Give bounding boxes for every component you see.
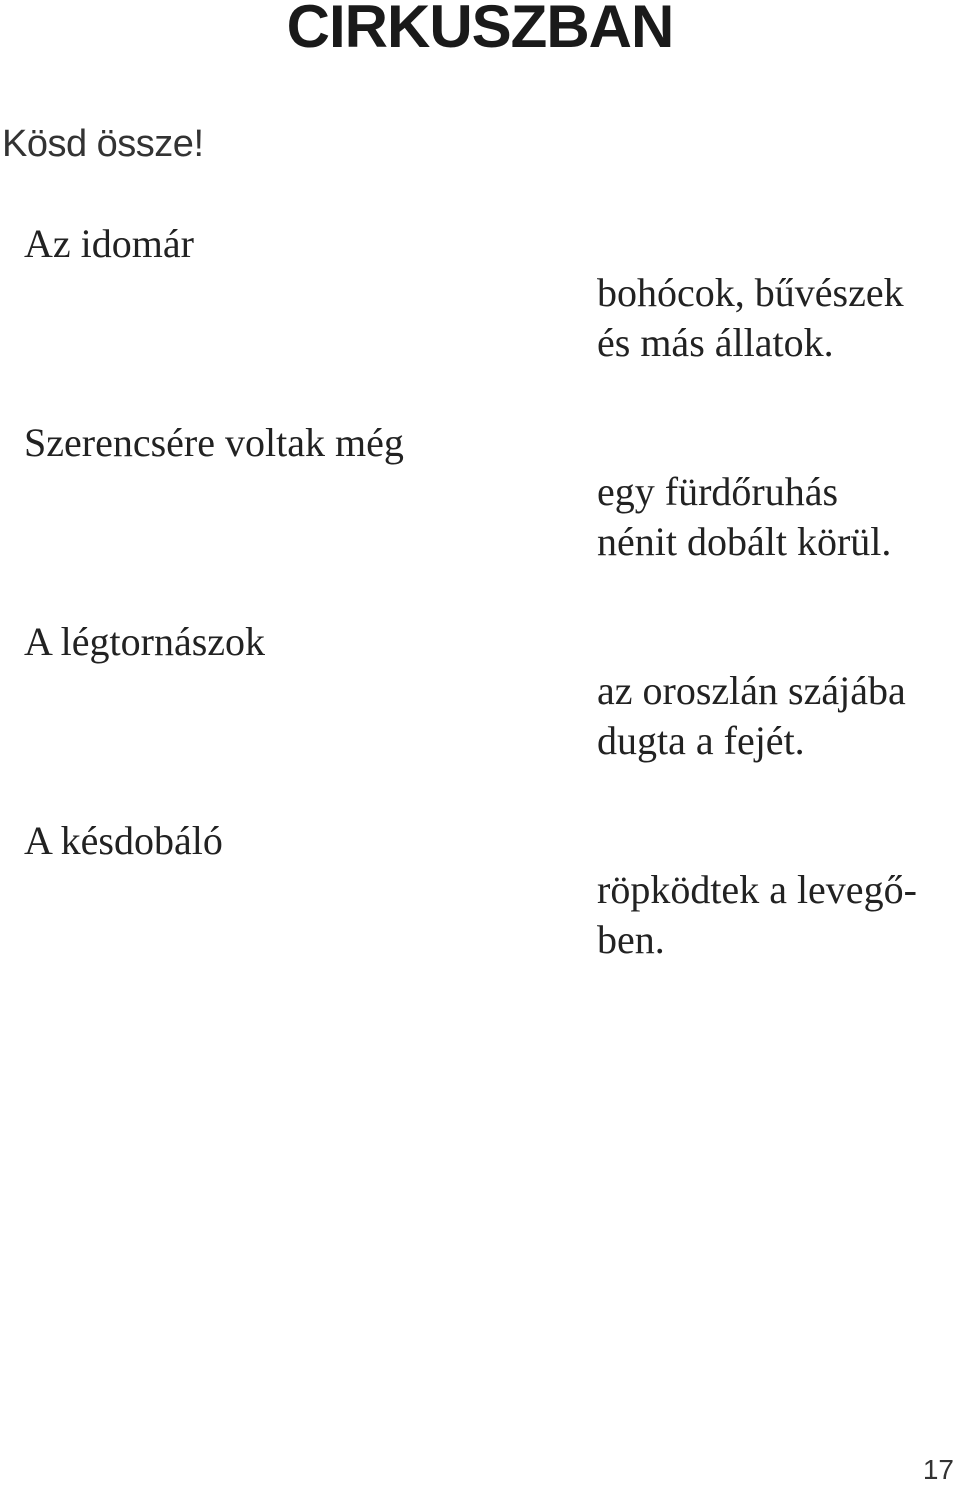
page-title: CIRKUSZBAN — [286, 0, 674, 60]
left-item-4: A késdobáló — [24, 818, 223, 863]
right-item-2-line-1: egy fürdőruhás — [597, 469, 839, 514]
right-item-2 — [597, 467, 957, 567]
right-item-4-line-2: ben. — [597, 917, 665, 962]
left-item-2: Szerencsére voltak még — [24, 420, 404, 465]
right-item-1-line-2: és más állatok. — [597, 320, 834, 365]
right-item-2-line-2: nénit dobált körül. — [597, 519, 892, 564]
page-number: 17 — [922, 1454, 954, 1485]
right-item-4-line-1: röpködtek a levegő- — [597, 867, 917, 912]
left-item-1: Az idomár — [24, 221, 194, 266]
right-item-1-line-1: bohócok, bűvészek — [597, 270, 904, 315]
right-item-3-line-1: az oroszlán szájába — [597, 668, 906, 713]
right-item-3-line-2: dugta a fejét. — [597, 718, 805, 763]
right-item-1 — [597, 268, 957, 368]
right-item-3 — [597, 666, 957, 766]
left-item-3: A légtornászok — [24, 619, 266, 664]
instruction-text: Kösd össze! — [2, 123, 204, 165]
right-item-4 — [597, 865, 957, 965]
